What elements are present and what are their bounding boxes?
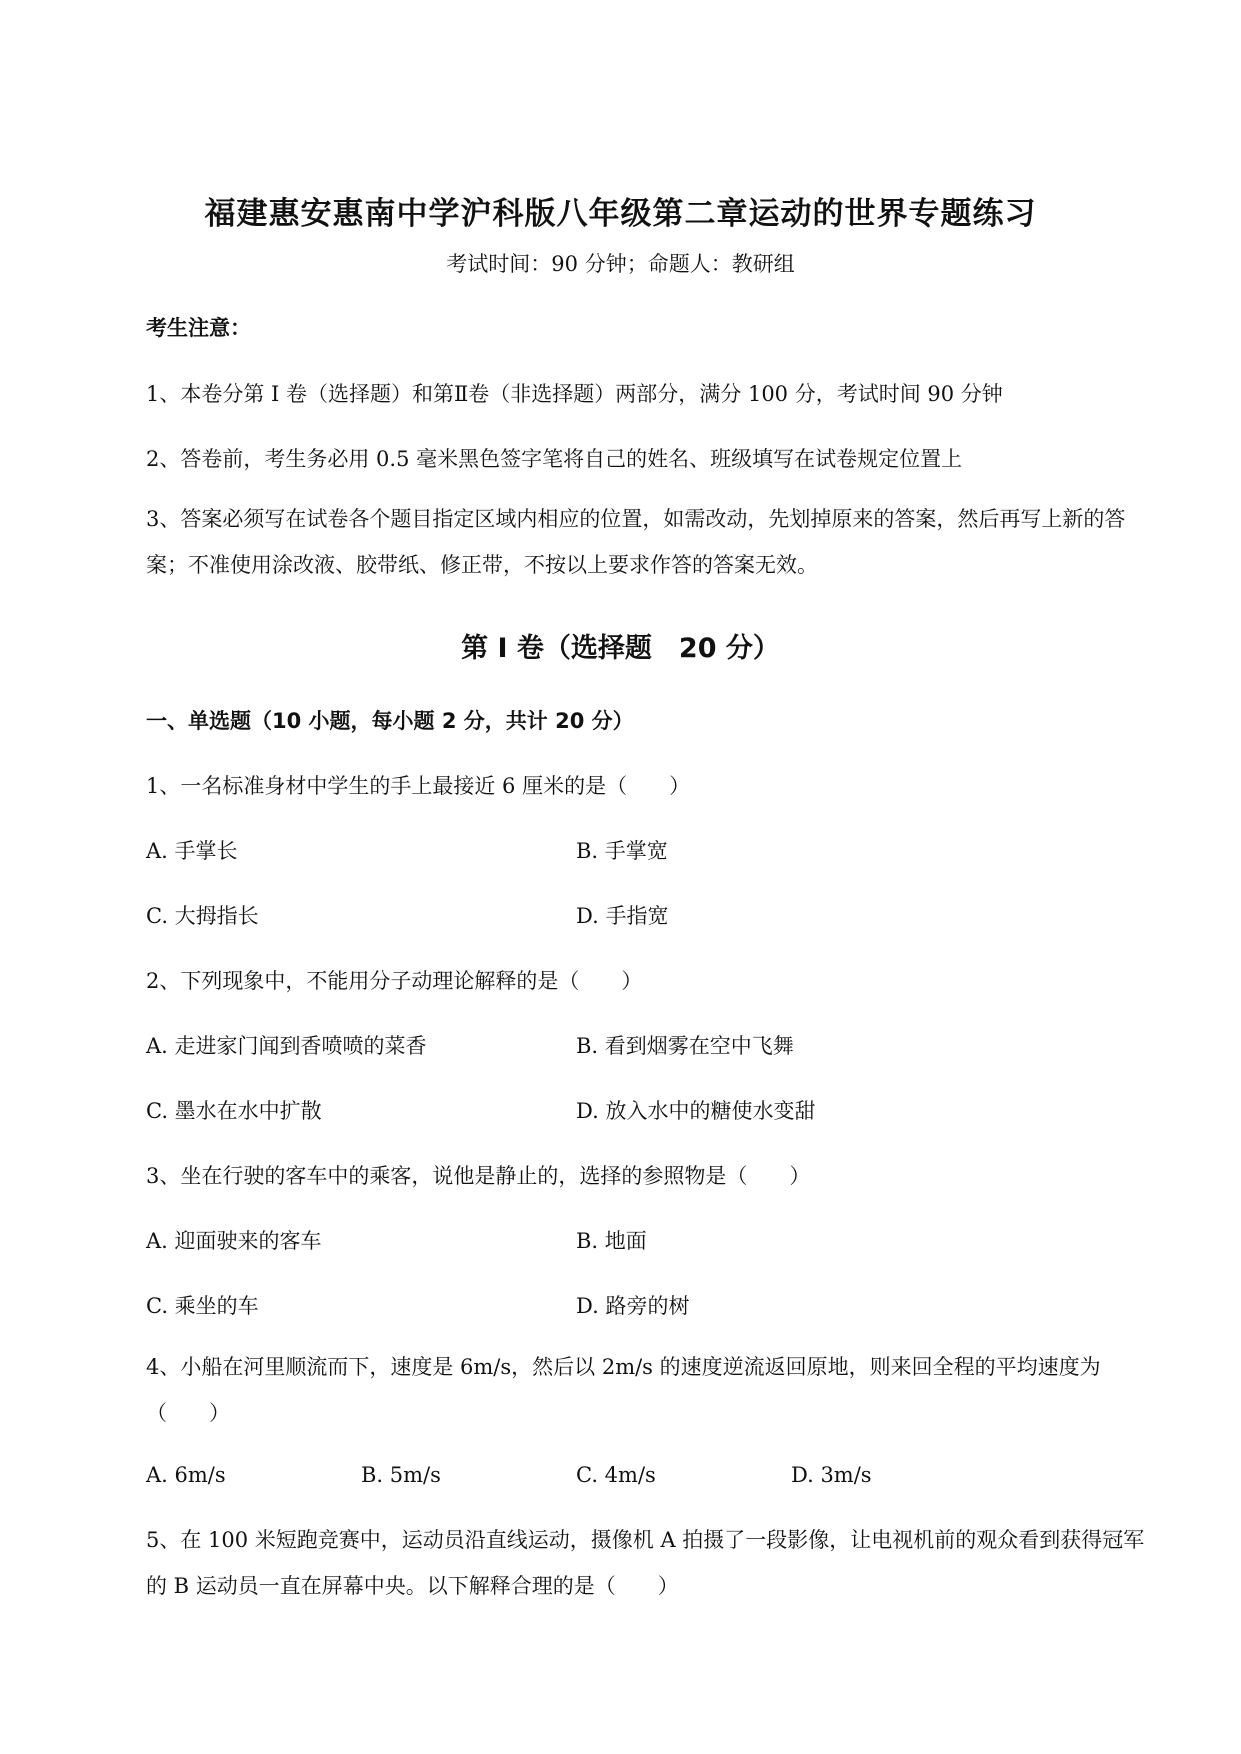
- question-2-stem: 2、下列现象中，不能用分子动理论解释的是（ ）: [146, 969, 643, 993]
- question-3-option-b[interactable]: B. 地面: [576, 1229, 647, 1253]
- question-3-option-d[interactable]: D. 路旁的树: [576, 1294, 690, 1318]
- question-1-stem: 1、一名标准身材中学生的手上最接近 6 厘米的是（ ）: [146, 774, 691, 798]
- exam-title: 福建惠安惠南中学沪科版八年级第二章运动的世界专题练习: [204, 196, 1037, 232]
- question-2-option-b[interactable]: B. 看到烟雾在空中飞舞: [576, 1034, 794, 1058]
- question-2-option-d[interactable]: D. 放入水中的糖使水变甜: [576, 1099, 816, 1123]
- question-4-option-a[interactable]: A. 6m/s: [146, 1463, 226, 1487]
- question-1-option-a[interactable]: A. 手掌长: [146, 839, 238, 863]
- exam-subtitle: 考试时间：90 分钟；命题人：教研组: [446, 252, 795, 276]
- question-4-option-d[interactable]: D. 3m/s: [791, 1463, 872, 1487]
- question-3-option-c[interactable]: C. 乘坐的车: [146, 1294, 259, 1318]
- question-1-option-c[interactable]: C. 大拇指长: [146, 904, 259, 928]
- part-one-title: 第 I 卷（选择题 20 分）: [461, 633, 780, 664]
- question-1-option-b[interactable]: B. 手掌宽: [576, 839, 668, 863]
- notice-item-1: 1、本卷分第 I 卷（选择题）和第Ⅱ卷（非选择题）两部分，满分 100 分，考试时间 90 分钟: [146, 382, 1003, 406]
- question-4-stem: 4、小船在河里顺流而下，速度是 6m/s，然后以 2m/s 的速度逆流返回原地，则来回全程的平均速度为（ ）: [146, 1355, 1101, 1425]
- question-5-stem: 5、在 100 米短跑竞赛中，运动员沿直线运动，摄像机 A 拍摄了一段影像，让电视机前的观众看到获得冠军的 B 运动员一直在屏幕中央。以下解释合理的是（ ）: [146, 1528, 1145, 1598]
- question-3-option-a[interactable]: A. 迎面驶来的客车: [146, 1229, 322, 1253]
- notice-item-3: 3、答案必须写在试卷各个题目指定区域内相应的位置，如需改动，先划掉原来的答案，然后再写上新的答案；不准使用涂改液、胶带纸、修正带，不按以上要求作答的答案无效。: [146, 507, 1126, 577]
- section-heading: 一、单选题（10 小题，每小题 2 分，共计 20 分）: [146, 709, 634, 733]
- question-3-stem: 3、坐在行驶的客车中的乘客，说他是静止的，选择的参照物是（ ）: [146, 1164, 811, 1188]
- question-4-option-b[interactable]: B. 5m/s: [361, 1463, 441, 1487]
- question-1-option-d[interactable]: D. 手指宽: [576, 904, 669, 928]
- question-4-option-c[interactable]: C. 4m/s: [576, 1463, 656, 1487]
- question-2-option-c[interactable]: C. 墨水在水中扩散: [146, 1099, 322, 1123]
- notice-heading: 考生注意：: [146, 316, 251, 340]
- notice-item-2: 2、答卷前，考生务必用 0.5 毫米黑色签字笔将自己的姓名、班级填写在试卷规定位置上: [146, 447, 963, 471]
- question-2-option-a[interactable]: A. 走进家门闻到香喷喷的菜香: [146, 1034, 427, 1058]
